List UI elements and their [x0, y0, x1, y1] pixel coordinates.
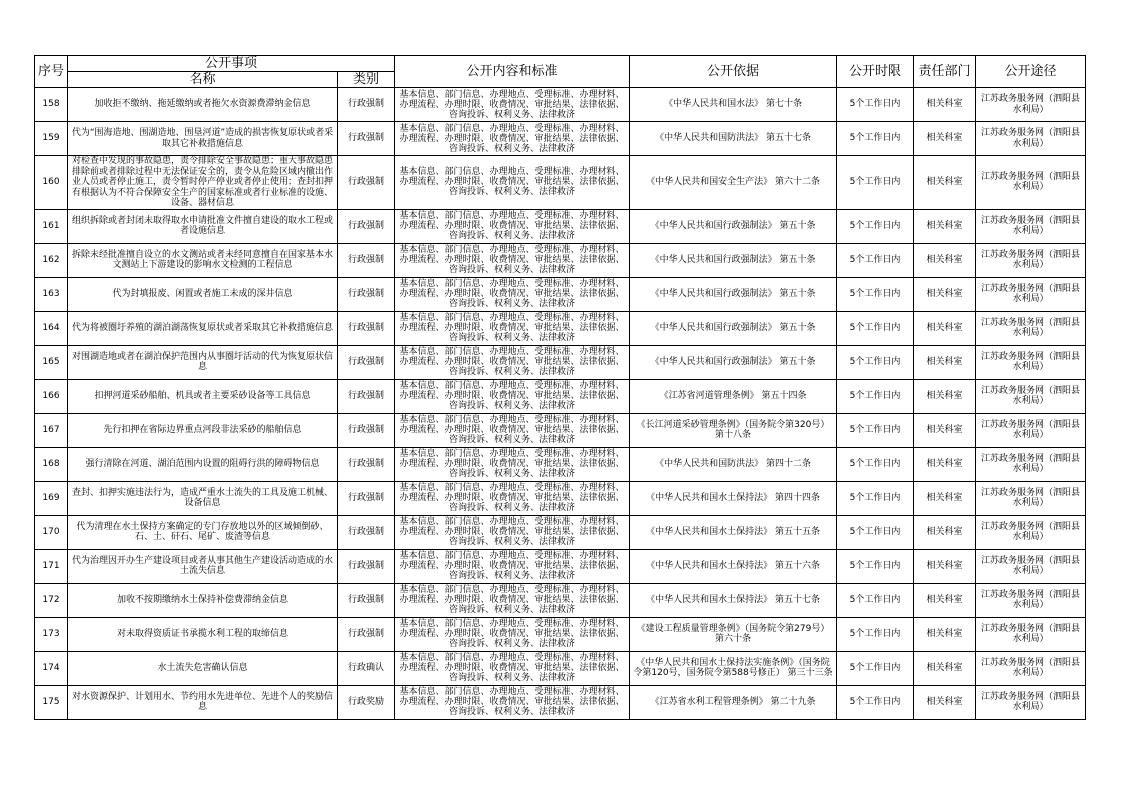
- time-limit: 5个工作日内: [837, 515, 914, 549]
- table-header: [35, 56, 1086, 88]
- item-name: 代为治理因开办生产建设项目或者从事其他生产建设活动造成的水土流失信息: [68, 549, 338, 583]
- time-limit: 5个工作日内: [837, 481, 914, 515]
- publish-channel: 江苏政务服务网（泗阳县水利局）: [976, 413, 1086, 447]
- responsible-dept: 相关科室: [914, 549, 976, 583]
- row-number: 173: [35, 617, 68, 651]
- publish-channel: 江苏政务服务网（泗阳县水利局）: [976, 156, 1086, 210]
- publish-channel: 江苏政务服务网（泗阳县水利局）: [976, 651, 1086, 685]
- table-row: [35, 311, 1086, 345]
- header-type: 类别: [338, 72, 395, 88]
- item-type: 行政强制: [338, 583, 395, 617]
- table-row: [35, 549, 1086, 583]
- publish-channel: 江苏政务服务网（泗阳县水利局）: [976, 277, 1086, 311]
- row-number: 158: [35, 88, 68, 122]
- item-type: 行政强制: [338, 447, 395, 481]
- row-number: 159: [35, 122, 68, 156]
- legal-basis: 《中华人民共和国水土保持法》 第五十七条: [630, 583, 837, 617]
- content-standard: 基本信息、部门信息、办理地点、受理标准、办理材料、办理流程、办理时限、收费情况、审批结果、法律依据、咨询投诉、权利义务、法律救济: [395, 379, 630, 413]
- responsible-dept: 相关科室: [914, 88, 976, 122]
- content-standard: 基本信息、部门信息、办理地点、受理标准、办理材料、办理流程、办理时限、收费情况、审批结果、法律依据、咨询投诉、权利义务、法律救济: [395, 515, 630, 549]
- time-limit: 5个工作日内: [837, 685, 914, 719]
- item-name: 加收不按期缴纳水土保持补偿费滞纳金信息: [68, 583, 338, 617]
- item-name: 查封、扣押实施违法行为，造成严重水土流失的工具及施工机械、设备信息: [68, 481, 338, 515]
- time-limit: 5个工作日内: [837, 379, 914, 413]
- content-standard: 基本信息、部门信息、办理地点、受理标准、办理材料、办理流程、办理时限、收费情况、审批结果、法律依据、咨询投诉、权利义务、法律救济: [395, 311, 630, 345]
- row-number: 171: [35, 549, 68, 583]
- item-name: 组织拆除或者封闭未取得取水申请批准文件擅自建设的取水工程或者设施信息: [68, 209, 338, 243]
- responsible-dept: 相关科室: [914, 515, 976, 549]
- legal-basis: 《中华人民共和国防洪法》 第四十二条: [630, 447, 837, 481]
- time-limit: 5个工作日内: [837, 583, 914, 617]
- table-row: [35, 379, 1086, 413]
- table-row: [35, 515, 1086, 549]
- responsible-dept: 相关科室: [914, 413, 976, 447]
- legal-basis: 《中华人民共和国安全生产法》 第六十二条: [630, 156, 837, 210]
- responsible-dept: 相关科室: [914, 311, 976, 345]
- responsible-dept: 相关科室: [914, 345, 976, 379]
- item-type: 行政强制: [338, 481, 395, 515]
- content-standard: 基本信息、部门信息、办理地点、受理标准、办理材料、办理流程、办理时限、收费情况、审批结果、法律依据、咨询投诉、权利义务、法律救济: [395, 156, 630, 210]
- item-name: 对围湖造地或者在湖泊保护范围内从事圈圩活动的代为恢复原状信息: [68, 345, 338, 379]
- item-name: 强行清除在河道、湖泊范围内设置的阻碍行洪的障碍物信息: [68, 447, 338, 481]
- item-type: 行政强制: [338, 277, 395, 311]
- time-limit: 5个工作日内: [837, 209, 914, 243]
- content-standard: 基本信息、部门信息、办理地点、受理标准、办理材料、办理流程、办理时限、收费情况、审批结果、法律依据、咨询投诉、权利义务、法律救济: [395, 345, 630, 379]
- item-type: 行政强制: [338, 311, 395, 345]
- content-standard: 基本信息、部门信息、办理地点、受理标准、办理材料、办理流程、办理时限、收费情况、审批结果、法律依据、咨询投诉、权利义务、法律救济: [395, 685, 630, 719]
- table-row: [35, 156, 1086, 210]
- legal-basis: 《中华人民共和国水土保持法》 第五十六条: [630, 549, 837, 583]
- legal-basis: 《建设工程质量管理条例》（国务院令第279号） 第六十条: [630, 617, 837, 651]
- table-row: [35, 685, 1086, 719]
- responsible-dept: 相关科室: [914, 617, 976, 651]
- legal-basis: 《中华人民共和国水土保持法实施条例》（国务院令第120号，国务院令第588号修正） 第三十三条: [630, 651, 837, 685]
- time-limit: 5个工作日内: [837, 413, 914, 447]
- publish-channel: 江苏政务服务网（泗阳县水利局）: [976, 209, 1086, 243]
- table-row: [35, 617, 1086, 651]
- table-row: [35, 122, 1086, 156]
- time-limit: 5个工作日内: [837, 345, 914, 379]
- time-limit: 5个工作日内: [837, 122, 914, 156]
- table-row: [35, 651, 1086, 685]
- table-row: [35, 481, 1086, 515]
- item-type: 行政强制: [338, 413, 395, 447]
- legal-basis: 《中华人民共和国水土保持法》 第四十四条: [630, 481, 837, 515]
- row-number: 167: [35, 413, 68, 447]
- responsible-dept: 相关科室: [914, 209, 976, 243]
- table-row: [35, 345, 1086, 379]
- time-limit: 5个工作日内: [837, 156, 914, 210]
- legal-basis: 《中华人民共和国行政强制法》 第五十条: [630, 243, 837, 277]
- table-row: [35, 413, 1086, 447]
- legal-basis: 《江苏省河道管理条例》 第五十四条: [630, 379, 837, 413]
- publish-channel: 江苏政务服务网（泗阳县水利局）: [976, 311, 1086, 345]
- table-row: [35, 447, 1086, 481]
- item-type: 行政强制: [338, 379, 395, 413]
- responsible-dept: 相关科室: [914, 651, 976, 685]
- responsible-dept: 相关科室: [914, 122, 976, 156]
- responsible-dept: 相关科室: [914, 685, 976, 719]
- item-type: 行政强制: [338, 122, 395, 156]
- item-name: 对检查中发现的事故隐患，责令排除安全事故隐患；重大事故隐患排除前或者排除过程中无法保证安全的，责令从危险区域内撤出作业人员或者停止施工，责令暂时停产停业或者停止使用；查封扣押有根据认为不符合保障安全生产的国家标准或者行业标准的设施、设备、器材信息: [68, 156, 338, 210]
- legal-basis: 《江苏省水利工程管理条例》 第二十九条: [630, 685, 837, 719]
- item-name: 代为封填报废、闲置或者施工未成的深井信息: [68, 277, 338, 311]
- item-name: 对水资源保护、计划用水、节约用水先进单位、先进个人的奖励信息: [68, 685, 338, 719]
- row-number: 161: [35, 209, 68, 243]
- table-row: [35, 277, 1086, 311]
- publish-channel: 江苏政务服务网（泗阳县水利局）: [976, 583, 1086, 617]
- item-type: 行政强制: [338, 156, 395, 210]
- item-type: 行政奖励: [338, 685, 395, 719]
- row-number: 166: [35, 379, 68, 413]
- content-standard: 基本信息、部门信息、办理地点、受理标准、办理材料、办理流程、办理时限、收费情况、审批结果、法律依据、咨询投诉、权利义务、法律救济: [395, 617, 630, 651]
- legal-basis: 《中华人民共和国防洪法》 第五十七条: [630, 122, 837, 156]
- time-limit: 5个工作日内: [837, 243, 914, 277]
- item-type: 行政强制: [338, 549, 395, 583]
- item-type: 行政强制: [338, 88, 395, 122]
- row-number: 169: [35, 481, 68, 515]
- item-name: 拆除未经批准擅自设立的水文测站或者未经同意擅自在国家基本水文测站上下游建设的影响水文检测的工程信息: [68, 243, 338, 277]
- responsible-dept: 相关科室: [914, 481, 976, 515]
- row-number: 168: [35, 447, 68, 481]
- content-standard: 基本信息、部门信息、办理地点、受理标准、办理材料、办理流程、办理时限、收费情况、审批结果、法律依据、咨询投诉、权利义务、法律救济: [395, 549, 630, 583]
- content-standard: 基本信息、部门信息、办理地点、受理标准、办理材料、办理流程、办理时限、收费情况、审批结果、法律依据、咨询投诉、权利义务、法律救济: [395, 277, 630, 311]
- legal-basis: 《中华人民共和国行政强制法》 第五十条: [630, 277, 837, 311]
- legal-basis: 《中华人民共和国行政强制法》 第五十条: [630, 209, 837, 243]
- disclosure-table: [34, 55, 1086, 720]
- item-name: 代为“围海造地、围湖造地、围垦河道”造成的损害恢复原状或者采取其它补救措施信息: [68, 122, 338, 156]
- row-number: 174: [35, 651, 68, 685]
- table-row: [35, 243, 1086, 277]
- row-number: 165: [35, 345, 68, 379]
- time-limit: 5个工作日内: [837, 549, 914, 583]
- legal-basis: 《中华人民共和国水土保持法》 第五十五条: [630, 515, 837, 549]
- item-name: 对未取得资质证书承揽水利工程的取缔信息: [68, 617, 338, 651]
- header-way: 公开途径: [976, 56, 1086, 88]
- content-standard: 基本信息、部门信息、办理地点、受理标准、办理材料、办理流程、办理时限、收费情况、审批结果、法律依据、咨询投诉、权利义务、法律救济: [395, 88, 630, 122]
- responsible-dept: 相关科室: [914, 243, 976, 277]
- publish-channel: 江苏政务服务网（泗阳县水利局）: [976, 617, 1086, 651]
- content-standard: 基本信息、部门信息、办理地点、受理标准、办理材料、办理流程、办理时限、收费情况、审批结果、法律依据、咨询投诉、权利义务、法律救济: [395, 209, 630, 243]
- publish-channel: 江苏政务服务网（泗阳县水利局）: [976, 515, 1086, 549]
- content-standard: 基本信息、部门信息、办理地点、受理标准、办理材料、办理流程、办理时限、收费情况、审批结果、法律依据、咨询投诉、权利义务、法律救济: [395, 651, 630, 685]
- content-standard: 基本信息、部门信息、办理地点、受理标准、办理材料、办理流程、办理时限、收费情况、审批结果、法律依据、咨询投诉、权利义务、法律救济: [395, 122, 630, 156]
- row-number: 170: [35, 515, 68, 549]
- item-type: 行政强制: [338, 515, 395, 549]
- responsible-dept: 相关科室: [914, 277, 976, 311]
- responsible-dept: 相关科室: [914, 583, 976, 617]
- responsible-dept: 相关科室: [914, 379, 976, 413]
- time-limit: 5个工作日内: [837, 651, 914, 685]
- row-number: 172: [35, 583, 68, 617]
- time-limit: 5个工作日内: [837, 277, 914, 311]
- row-number: 163: [35, 277, 68, 311]
- responsible-dept: 相关科室: [914, 447, 976, 481]
- content-standard: 基本信息、部门信息、办理地点、受理标准、办理材料、办理流程、办理时限、收费情况、审批结果、法律依据、咨询投诉、权利义务、法律救济: [395, 413, 630, 447]
- legal-basis: 《长江河道采砂管理条例》（国务院令第320号） 第十八条: [630, 413, 837, 447]
- header-basis: 公开依据: [630, 56, 837, 88]
- content-standard: 基本信息、部门信息、办理地点、受理标准、办理材料、办理流程、办理时限、收费情况、审批结果、法律依据、咨询投诉、权利义务、法律救济: [395, 243, 630, 277]
- publish-channel: 江苏政务服务网（泗阳县水利局）: [976, 88, 1086, 122]
- item-type: 行政确认: [338, 651, 395, 685]
- publish-channel: 江苏政务服务网（泗阳县水利局）: [976, 345, 1086, 379]
- publish-channel: 江苏政务服务网（泗阳县水利局）: [976, 447, 1086, 481]
- header-content: 公开内容和标准: [395, 56, 630, 88]
- header-item-group: 公开事项: [68, 56, 395, 72]
- item-name: 代为清理在水土保持方案确定的专门存放地以外的区域倾倒砂、石、土、矸石、尾矿、废渣等信息: [68, 515, 338, 549]
- publish-channel: 江苏政务服务网（泗阳县水利局）: [976, 549, 1086, 583]
- item-type: 行政强制: [338, 345, 395, 379]
- publish-channel: 江苏政务服务网（泗阳县水利局）: [976, 685, 1086, 719]
- header-no: 序号: [35, 56, 68, 88]
- time-limit: 5个工作日内: [837, 311, 914, 345]
- publish-channel: 江苏政务服务网（泗阳县水利局）: [976, 379, 1086, 413]
- row-number: 162: [35, 243, 68, 277]
- table-body: [35, 88, 1086, 720]
- table-row: [35, 209, 1086, 243]
- header-name: 名称: [68, 72, 338, 88]
- time-limit: 5个工作日内: [837, 88, 914, 122]
- item-type: 行政强制: [338, 243, 395, 277]
- responsible-dept: 相关科室: [914, 156, 976, 210]
- item-name: 先行扣押在省际边界重点河段非法采砂的船舶信息: [68, 413, 338, 447]
- table-row: [35, 88, 1086, 122]
- publish-channel: 江苏政务服务网（泗阳县水利局）: [976, 122, 1086, 156]
- header-dept: 责任部门: [914, 56, 976, 88]
- item-name: 水土流失危害确认信息: [68, 651, 338, 685]
- publish-channel: 江苏政务服务网（泗阳县水利局）: [976, 481, 1086, 515]
- header-time: 公开时限: [837, 56, 914, 88]
- table-row: [35, 583, 1086, 617]
- content-standard: 基本信息、部门信息、办理地点、受理标准、办理材料、办理流程、办理时限、收费情况、审批结果、法律依据、咨询投诉、权利义务、法律救济: [395, 481, 630, 515]
- legal-basis: 《中华人民共和国行政强制法》 第五十条: [630, 311, 837, 345]
- item-type: 行政强制: [338, 617, 395, 651]
- item-name: 扣押河道采砂船舶、机具或者主要采砂设备等工具信息: [68, 379, 338, 413]
- row-number: 164: [35, 311, 68, 345]
- legal-basis: 《中华人民共和国水法》 第七十条: [630, 88, 837, 122]
- item-type: 行政强制: [338, 209, 395, 243]
- legal-basis: 《中华人民共和国行政强制法》 第五十条: [630, 345, 837, 379]
- content-standard: 基本信息、部门信息、办理地点、受理标准、办理材料、办理流程、办理时限、收费情况、审批结果、法律依据、咨询投诉、权利义务、法律救济: [395, 447, 630, 481]
- row-number: 160: [35, 156, 68, 210]
- content-standard: 基本信息、部门信息、办理地点、受理标准、办理材料、办理流程、办理时限、收费情况、审批结果、法律依据、咨询投诉、权利义务、法律救济: [395, 583, 630, 617]
- time-limit: 5个工作日内: [837, 447, 914, 481]
- time-limit: 5个工作日内: [837, 617, 914, 651]
- publish-channel: 江苏政务服务网（泗阳县水利局）: [976, 243, 1086, 277]
- item-name: 代为将被圈圩养殖的湖泊湖荡恢复原状或者采取其它补救措施信息: [68, 311, 338, 345]
- row-number: 175: [35, 685, 68, 719]
- item-name: 加收拒不缴纳、拖延缴纳或者拖欠水资源费滞纳金信息: [68, 88, 338, 122]
